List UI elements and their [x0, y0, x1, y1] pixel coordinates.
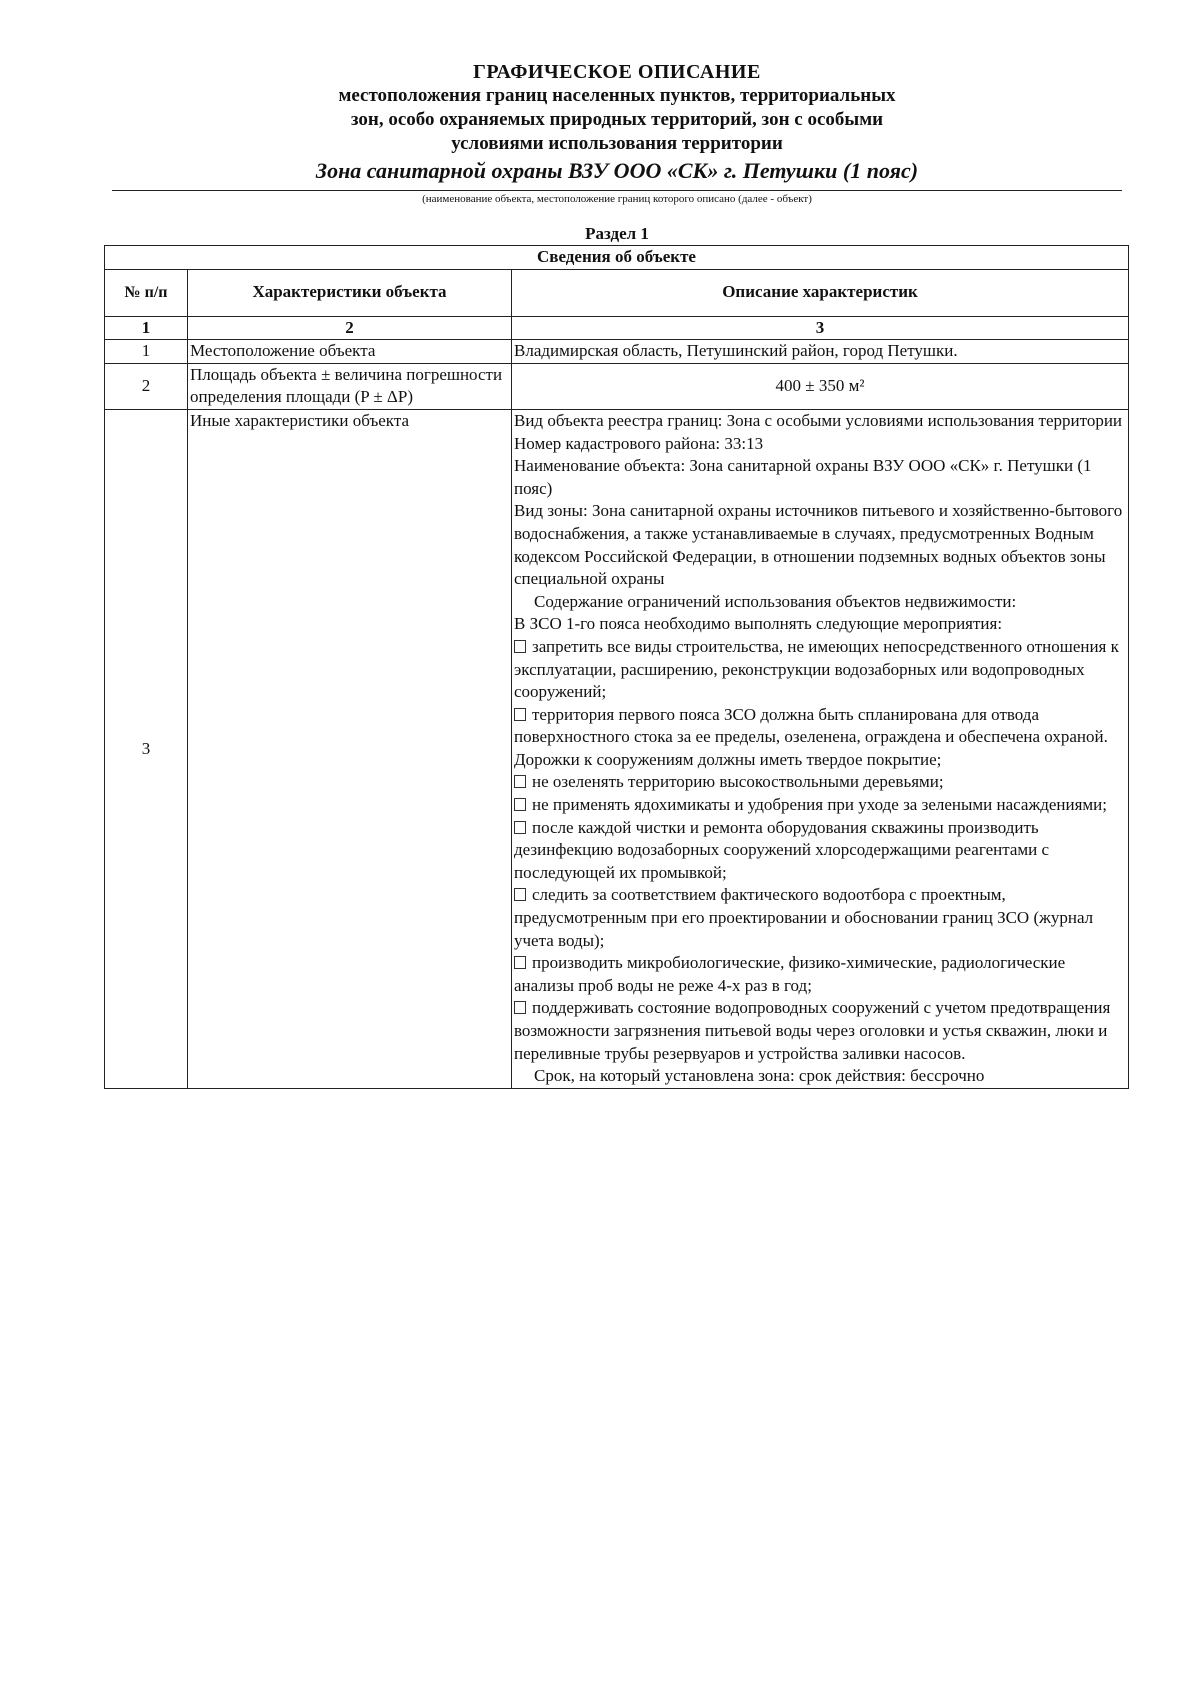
header-num: [105, 269, 188, 316]
measure-item: [514, 817, 1126, 885]
measure-text: запретить все виды строительства, не имеющих непосредственного отношения к эксплуатации, расширению, реконструкции водозаборных или водопроводных сооружений;: [514, 636, 1119, 702]
row-num: 1: [105, 340, 188, 364]
measure-item: [514, 997, 1126, 1065]
section-title: Раздел 1: [585, 224, 649, 243]
measure-text: следить за соответствием фактического водоотбора с проектным, предусмотренным при его проектировании и обосновании границ ЗСО (журнал учета воды);: [514, 885, 1094, 950]
measure-text: территория первого пояса ЗСО должна быть спланирована для отвода поверхностного стока за ее пределы, озеленена, ограждена и обеспечена охраной. Дорожки к сооружениям должны иметь твердое покрытие;: [514, 704, 1108, 769]
measure-text: не применять ядохимикаты и удобрения при уходе за зелеными насаждениями;: [532, 795, 1107, 815]
measure-item: [514, 952, 1126, 997]
row-num: 3: [105, 409, 188, 1088]
header-characteristics: Характеристики объекта: [188, 269, 512, 316]
measure-text: не озеленять территорию высокоствольными деревьями;: [532, 772, 944, 792]
object-name-underline: [112, 190, 1122, 191]
header-description: Описание характеристик: [512, 269, 1129, 316]
row-num: 2: [105, 363, 188, 409]
column-number-2: 2: [188, 316, 512, 340]
table-row: [105, 340, 1129, 364]
document-header: [112, 60, 1122, 184]
description-line: Вид зоны: Зона санитарной охраны источников питьевого и хозяйственно-бытового водоснабжения, а также устанавливаемые в случаях, предусмотренных Водным кодексом Российской Федерации, в отношении подземных водных объектов зоны специальной охраны: [514, 501, 1123, 589]
table-title-row: [105, 246, 1129, 270]
measure-item: [514, 794, 1126, 817]
column-number-1: 1: [105, 316, 188, 340]
checkbox-bullet-icon: [514, 708, 526, 721]
object-name: Зона санитарной охраны ВЗУ ООО «СК» г. Петушки (1 пояс): [315, 158, 919, 183]
measure-item: [514, 884, 1126, 952]
document-subtitle-line-3: условиями использования территории: [451, 133, 783, 154]
document-title: ГРАФИЧЕСКОЕ ОПИСАНИЕ: [473, 61, 761, 83]
measure-text: поддерживать состояние водопроводных сооружений с учетом предотвращения возможности загрязнения питьевой воды через оголовки и устья скважин, люки и переливные трубы резервуаров и устройства заливки насосов.: [514, 998, 1111, 1063]
row-value: 400 ± 350 м²: [512, 363, 1129, 409]
measure-text: производить микробиологические, физико-химические, радиологические анализы проб воды не реже 4-х раз в год;: [514, 953, 1066, 995]
document-subtitle-line-2: зон, особо охраняемых природных территорий, зон с особыми: [350, 109, 884, 130]
measure-item: [514, 704, 1126, 772]
table-title: Сведения об объекте: [105, 246, 1129, 270]
description-line: Наименование объекта: Зона санитарной охраны ВЗУ ООО «СК» г. Петушки (1 пояс): [514, 456, 1092, 498]
row-name: Площадь объекта ± величина погрешности определения площади (P ± ΔP): [188, 363, 512, 409]
row-name: Местоположение объекта: [188, 340, 512, 364]
object-name-caption: (наименование объекта, местоположение границ которого описано (далее - объект): [422, 193, 812, 205]
checkbox-bullet-icon: [514, 821, 526, 834]
checkbox-bullet-icon: [514, 640, 526, 653]
column-number-row: [105, 316, 1129, 340]
header-num-label: № п/п: [124, 283, 168, 301]
checkbox-bullet-icon: [514, 1001, 526, 1014]
description-line: Содержание ограничений использования объектов недвижимости:: [534, 591, 1017, 611]
table-header-row: [105, 269, 1129, 316]
measure-item: [514, 636, 1126, 704]
zone-term: Срок, на который установлена зона: срок действия: бессрочно: [534, 1066, 985, 1086]
description-line: Номер кадастрового района: 33:13: [514, 433, 764, 453]
checkbox-bullet-icon: [514, 798, 526, 811]
measure-text: после каждой чистки и ремонта оборудования скважины производить дезинфекцию водозаборных сооружений хлорсодержащими реагентами с последующей их промывкой;: [514, 817, 1050, 882]
document-subtitle-line-1: местоположения границ населенных пунктов, территориальных: [338, 85, 896, 106]
description-line: Вид объекта реестра границ: Зона с особыми условиями использования территории: [514, 410, 1123, 430]
row-name: Иные характеристики объекта: [188, 409, 512, 1088]
object-info-table: [104, 245, 1129, 1089]
table-row: [105, 409, 1129, 1088]
row-value: Владимирская область, Петушинский район, город Петушки.: [512, 340, 1129, 364]
column-number-3: 3: [512, 316, 1129, 340]
row-value: [512, 409, 1129, 1088]
description-line: В ЗСО 1-го пояса необходимо выполнять следующие мероприятия:: [514, 614, 1003, 634]
checkbox-bullet-icon: [514, 888, 526, 901]
table-row: [105, 363, 1129, 409]
measure-item: [514, 771, 1126, 794]
checkbox-bullet-icon: [514, 956, 526, 969]
checkbox-bullet-icon: [514, 775, 526, 788]
